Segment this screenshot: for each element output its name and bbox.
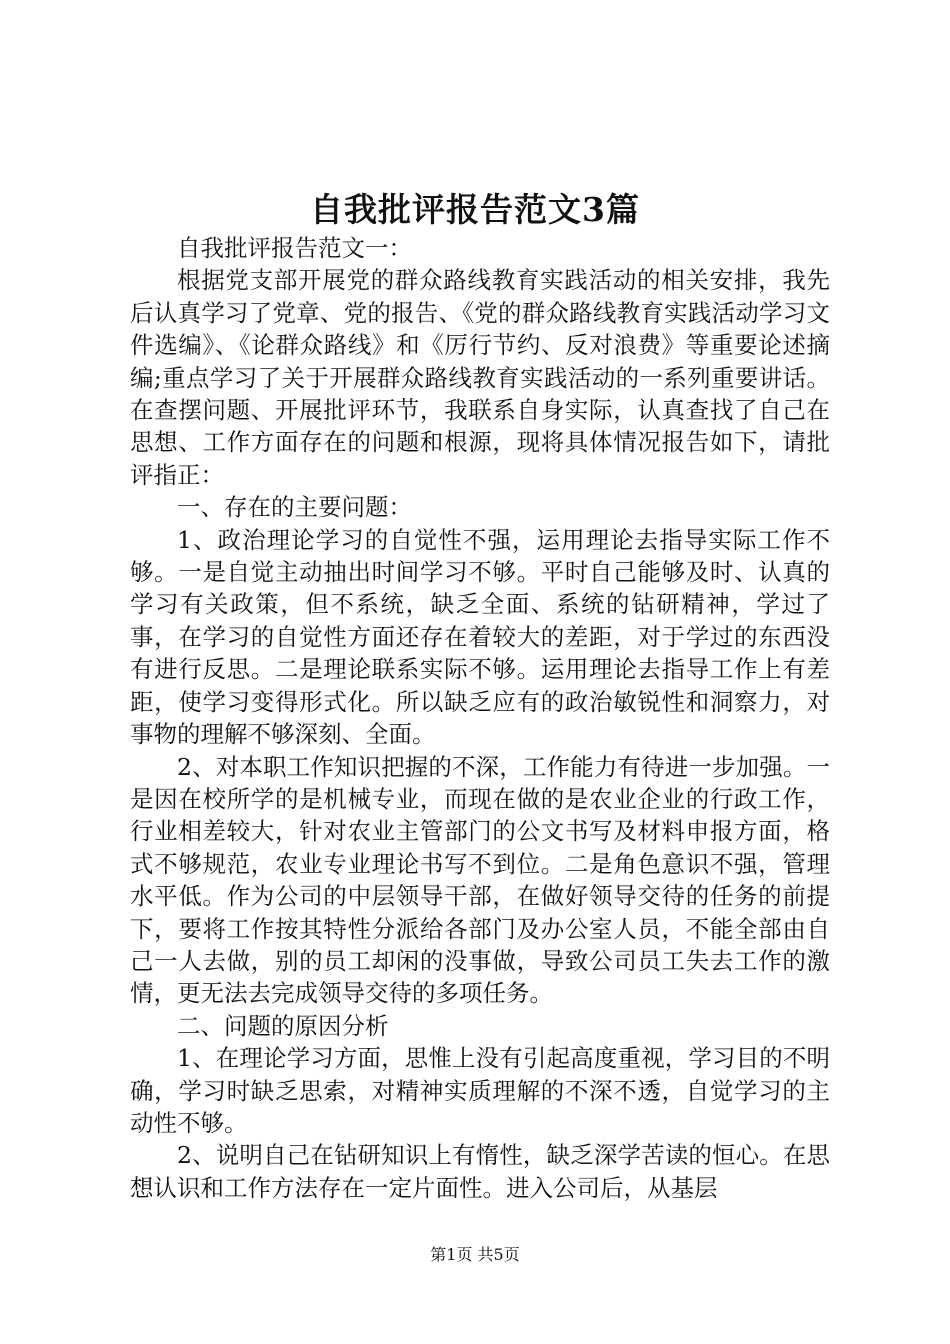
- paragraph-cause-1: 1、在理论学习方面，思惟上没有引起高度重视，学习目的不明确，学习时缺乏思索，对精神实质理解的不深不透，自觉学习的主动性不够。: [130, 1044, 830, 1137]
- paragraph-problem-1: 1、政治理论学习的自觉性不强，运用理论去指导实际工作不够。一是自觉主动抽出时间学习不够。平时自己能够及时、认真的学习有关政策，但不系统，缺乏全面、系统的钻研精神，学过了事，在学习的自觉性方面还存在着较大的差距，对于学过的东西没有进行反思。二是理论联系实际不够。运用理论去指导工作上有差距，使学习变得形式化。所以缺乏应有的政治敏锐性和洞察力，对事物的理解不够深刻、全面。: [130, 525, 830, 749]
- paragraph-problem-2: 2、对本职工作知识把握的不深，工作能力有待进一步加强。一是因在校所学的是机械专业，而现在做的是农业企业的行政工作，行业相差较大，针对农业主管部门的公文书写及材料申报方面，格式不够规范，农业专业理论书写不到位。二是角色意识不强，管理水平低。作为公司的中层领导干部，在做好领导交待的任务的前提下，要将工作按其特性分派给各部门及办公室人员，不能全部由自己一人去做，别的员工却闲的没事做，导致公司员工失去工作的激情，更无法去完成领导交待的多项任务。: [130, 752, 830, 1008]
- section-heading-problems: 一、存在的主要问题：: [177, 493, 412, 522]
- page-number: 第1页 共5页: [430, 1245, 520, 1264]
- paragraph-intro-heading: 自我批评报告范文一：: [177, 234, 412, 262]
- document-title: 自我批评报告范文3篇: [310, 190, 640, 229]
- section-heading-causes: 二、问题的原因分析: [177, 1011, 389, 1040]
- document-body: [130, 232, 830, 1204]
- paragraph-cause-2: 2、说明自己在钻研知识上有惰性，缺乏深学苦读的恒心。在思想认识和工作方法存在一定片面性。进入公司后，从基层: [130, 1141, 830, 1202]
- paragraph-intro: 根据党支部开展党的群众路线教育实践活动的相关安排，我先后认真学习了党章、党的报告、《党的群众路线教育实践活动学习文件选编》、《论群众路线》和《厉行节约、反对浪费》等重要论述摘编;重点学习了关于开展群众路线教育实践活动的一系列重要讲话。在查摆问题、开展批评环节，我联系自身实际，认真查找了自己在思想、工作方面存在的问题和根源，现将具体情况报告如下，请批评指正：: [130, 266, 830, 489]
